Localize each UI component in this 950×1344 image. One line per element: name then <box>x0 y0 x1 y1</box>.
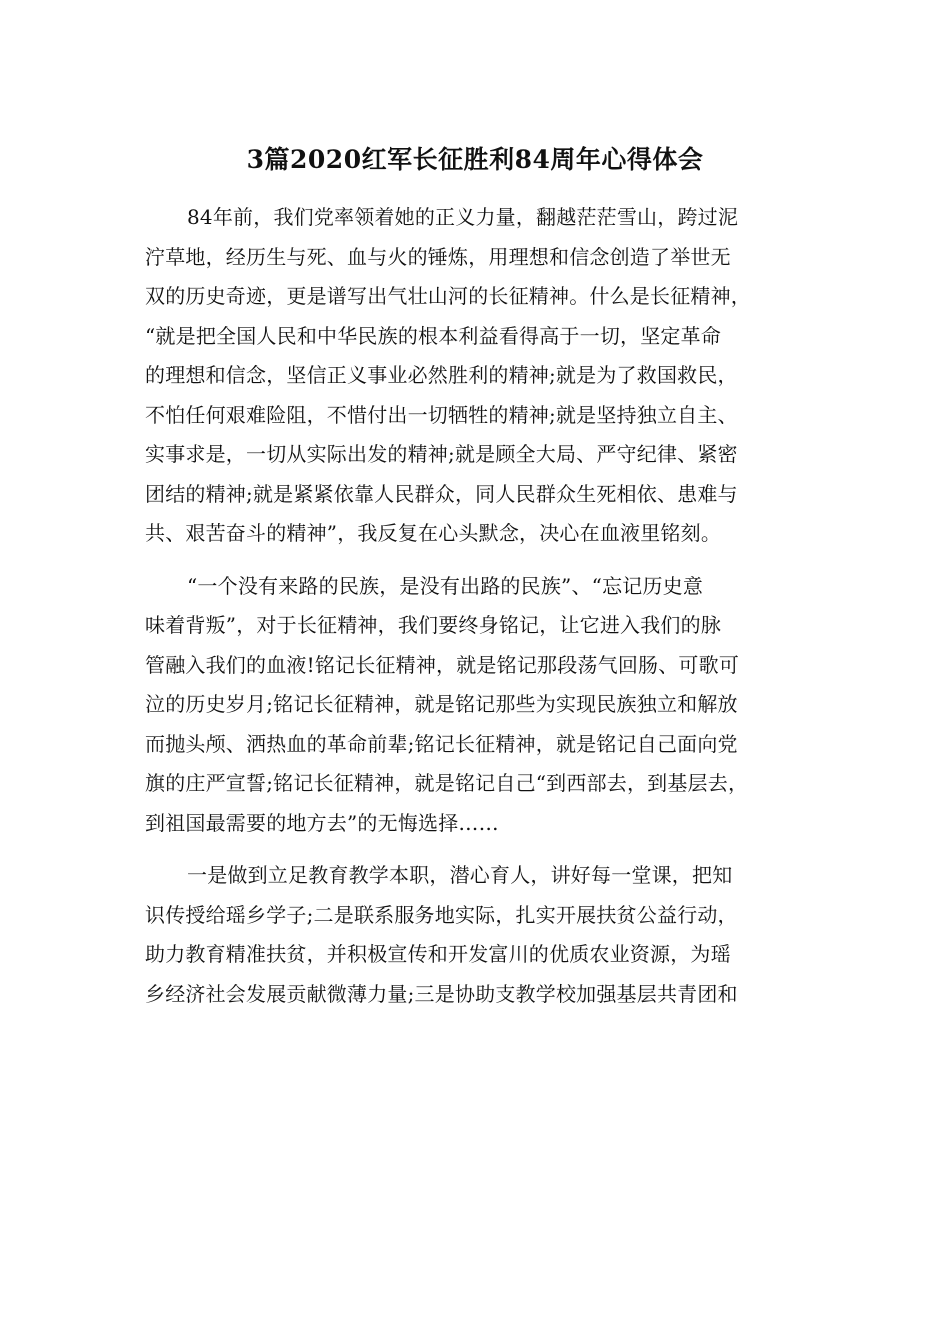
paragraph-line: 84年前，我们党率领着她的正义力量，翻越茫茫雪山，跨过泥 <box>187 205 739 229</box>
paragraph-3 <box>145 856 815 1014</box>
paragraph-line: 泣的历史岁月;铭记长征精神，就是铭记那些为实现民族独立和解放 <box>145 692 738 716</box>
paragraph-line: 双的历史奇迹，更是谱写出气壮山河的长征精神。什么是长征精神， <box>145 284 751 308</box>
paragraph-line: 的理想和信念，坚信正义事业必然胜利的精神;就是为了救国救民， <box>145 363 738 387</box>
document-body <box>145 198 815 1014</box>
paragraph-line: “一个没有来路的民族，是没有出路的民族”、“忘记历史意 <box>187 573 704 598</box>
paragraph-line: 味着背叛”，对于长征精神，我们要终身铭记，让它进入我们的脉 <box>145 613 722 637</box>
paragraph-line: 管融入我们的血液!铭记长征精神，就是铭记那段荡气回肠、可歌可 <box>145 652 740 677</box>
paragraph-spacer <box>145 843 815 856</box>
paragraph-line: 一是做到立足教育教学本职，潜心育人，讲好每一堂课，把知 <box>187 863 733 887</box>
paragraph-line: 到祖国最需要的地方去”的无悔选择…… <box>145 810 499 835</box>
paragraph-line: 不怕任何艰难险阻，不惜付出一切牺牲的精神;就是坚持独立自主、 <box>145 402 738 427</box>
paragraph-line: 而抛头颅、洒热血的革命前辈;铭记长征精神，就是铭记自己面向党 <box>145 731 738 756</box>
paragraph-line: 乡经济社会发展贡献微薄力量;三是协助支教学校加强基层共青团和 <box>145 981 738 1006</box>
paragraph-1 <box>145 198 815 554</box>
paragraph-line: 实事求是，一切从实际出发的精神;就是顾全大局、严守纪律、紧密 <box>145 442 738 466</box>
paragraph-line: 团结的精神;就是紧紧依靠人民群众，同人民群众生死相依、患难与 <box>145 481 738 506</box>
paragraph-line: 识传授给瑶乡学子;二是联系服务地实际，扎实开展扶贫公益行动， <box>145 902 738 927</box>
paragraph-line: 泞草地，经历生与死、血与火的锤炼，用理想和信念创造了举世无 <box>145 244 731 269</box>
document-title: 3篇2020红军长征胜利84周年心得体会 <box>246 145 704 174</box>
paragraph-spacer <box>145 554 815 567</box>
paragraph-line: 旗的庄严宣誓;铭记长征精神，就是铭记自己“到西部去，到基层去， <box>145 771 749 795</box>
paragraph-2 <box>145 567 815 844</box>
paragraph-line: 共、艰苦奋斗的精神”，我反复在心头默念，决心在血液里铭刻。 <box>145 521 722 545</box>
paragraph-line: 助力教育精准扶贫，并积极宣传和开发富川的优质农业资源，为瑶 <box>145 942 731 966</box>
paragraph-line: “就是把全国人民和中华民族的根本利益看得高于一切，坚定革命 <box>145 323 722 348</box>
